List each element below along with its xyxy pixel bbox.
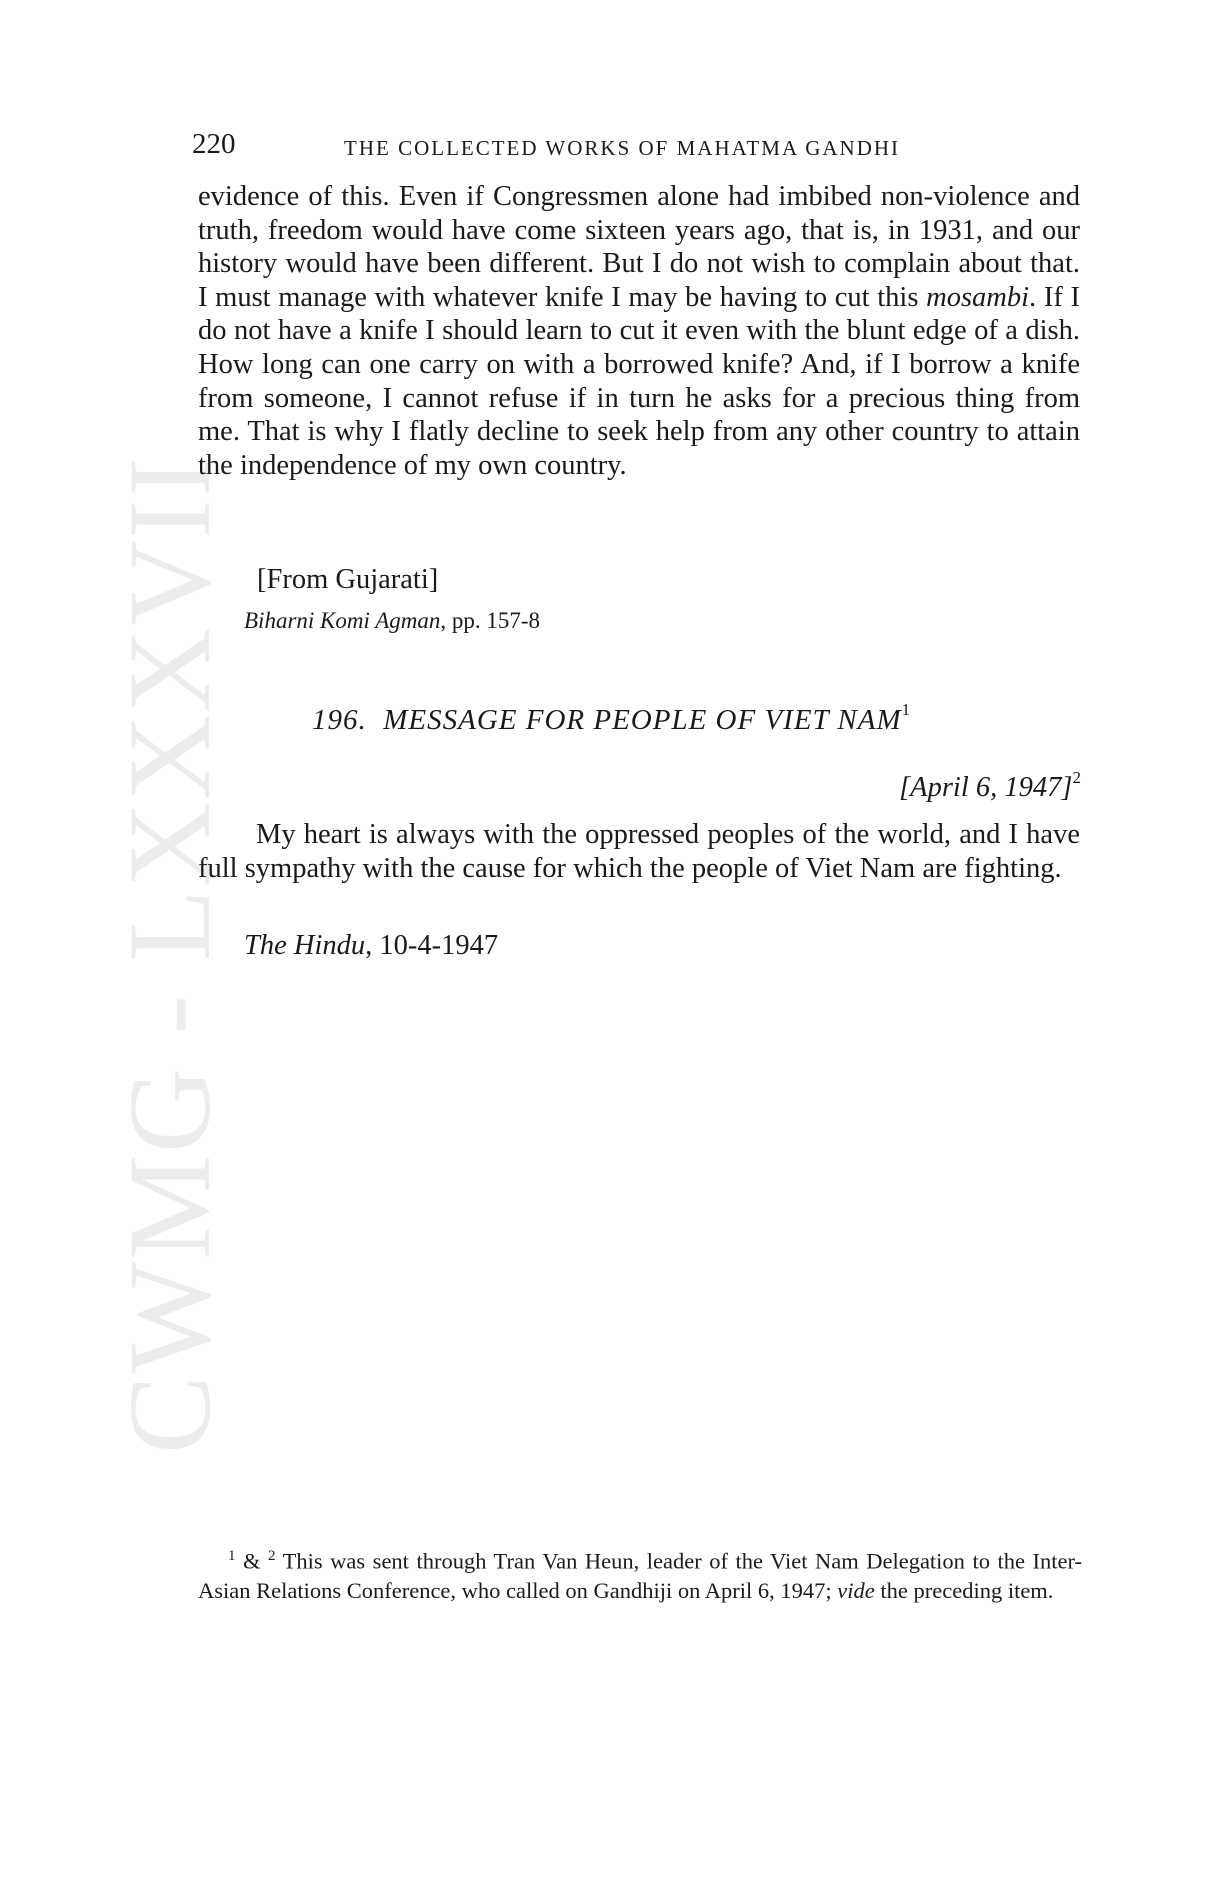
body-paragraph — [198, 180, 1080, 482]
item-date-footnote-marker: 2 — [1072, 768, 1081, 787]
body-text-part1: evidence of this. Even if Congressmen alone had imbibed non-violence and truth, freedom would have come sixteen years ago, that is, in 1931, and our history would have been different. But I do not wish to complain about that. I must manage with whatever knife I may be having to cut this — [198, 181, 1080, 313]
footnote-text-end: the preceding item. — [874, 1577, 1054, 1603]
footnote-marker-1: 1 — [228, 1548, 236, 1564]
citation — [244, 608, 540, 634]
item-date — [899, 768, 1081, 804]
item-title: MESSAGE FOR PEOPLE OF VIET NAM — [383, 704, 902, 736]
item-date-text: [April 6, 1947] — [899, 772, 1073, 803]
body-text-part2: . If I do not have a knife I should learn to cut it even with the blunt edge of a dish. How long can one carry on with a borrowed knife? And, if I borrow a knife from someone, I cannot refuse if in turn he asks for a precious thing from me. That is why I flatly decline to seek help from any other country to attain the independence of my own country. — [198, 281, 1080, 481]
message-source-title: The Hindu — [244, 930, 366, 961]
page-number: 220 — [192, 128, 236, 160]
footnote — [198, 1542, 1082, 1605]
footnote-amp: & — [235, 1548, 269, 1574]
page-header — [192, 128, 1082, 168]
footnote-vide: vide — [837, 1577, 875, 1603]
citation-title: Biharni Komi Agman — [244, 608, 441, 633]
footnote-marker-2: 2 — [268, 1548, 276, 1564]
message-source — [244, 930, 498, 962]
message-text: My heart is always with the oppressed peoples of the world, and I have full sympathy with the cause for which the people of Viet Nam are fighting. — [198, 819, 1080, 884]
item-number: 196. — [312, 704, 367, 736]
item-title-footnote-marker: 1 — [901, 700, 912, 719]
message-source-date: , 10-4-1947 — [365, 930, 499, 961]
body-italic-word: mosambi — [926, 281, 1030, 313]
footnote-text: This was sent through Tran Van Heun, leader of the Viet Nam Delegation to the Inter-Asian Relations Conference, who called on Gandhiji on April 6, 1947; — [198, 1548, 1082, 1603]
item-heading — [312, 700, 912, 737]
watermark-text: CWMG - LXXXVII — [104, 455, 235, 1455]
citation-pages: , pp. 157-8 — [440, 608, 541, 633]
running-title: THE COLLECTED WORKS OF MAHATMA GANDHI — [344, 136, 901, 160]
source-language: [From Gujarati] — [257, 564, 439, 595]
watermark — [104, 330, 235, 1580]
body-text — [198, 180, 1080, 482]
